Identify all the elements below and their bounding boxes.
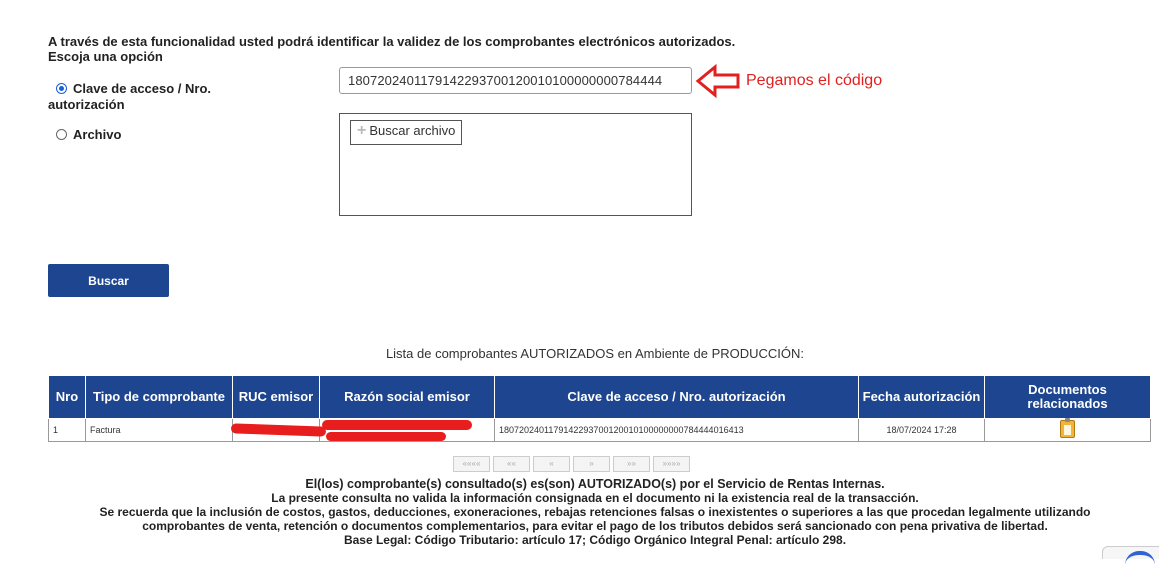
note-sancion-line2: comprobantes de venta, retención o documentos complementarios, para evitar el pago de los tributos debidos será sancionado con pena privativa de libertad. [142, 519, 1048, 533]
header-fecha-autorizacion: Fecha autorización [859, 376, 985, 419]
intro-choose-option: Escoja una opción [48, 49, 163, 64]
header-ruc-emisor: RUC emisor [233, 376, 320, 419]
table-row [49, 419, 1151, 442]
header-razon-social: Razón social emisor [320, 376, 495, 419]
note-base-legal: Base Legal: Código Tributario: artículo 17; Código Orgánico Integral Penal: artículo 298. [343, 533, 847, 547]
legal-notes [0, 477, 1159, 547]
results-table [48, 375, 1151, 442]
header-tipo-comprobante: Tipo de comprobante [86, 376, 233, 419]
note-autorizado: El(los) comprobante(s) consultado(s) es(son) AUTORIZADO(s) por el Servicio de Rentas Internas. [305, 477, 885, 491]
cell-razon-social-redacted [320, 419, 495, 442]
option-clave-label: Clave de acceso / Nro. [73, 81, 212, 96]
header-nro: Nro [49, 376, 86, 419]
pager-next-block-button[interactable]: »» [613, 456, 650, 472]
option-clave-label-line2: autorización [48, 97, 125, 112]
intro-text [48, 34, 735, 64]
option-archivo-label: Archivo [73, 127, 122, 142]
radio-unselected-icon[interactable] [56, 129, 67, 140]
pager-prev-button[interactable]: « [533, 456, 570, 472]
clave-acceso-input[interactable] [339, 67, 692, 94]
pagination [453, 456, 690, 472]
header-documentos-relacionados: Documentos relacionados [985, 376, 1151, 419]
annotation-text: Pegamos el código [746, 72, 883, 89]
file-upload-box[interactable] [339, 113, 692, 216]
pager-prev-block-button[interactable]: «« [493, 456, 530, 472]
buscar-archivo-button[interactable] [350, 120, 462, 145]
redaction-mark [231, 423, 326, 436]
recaptcha-badge[interactable] [1102, 546, 1159, 559]
cell-clave-acceso: 1807202401179142293700120010100000000784444016413 [495, 419, 859, 442]
buscar-button[interactable]: Buscar [48, 264, 169, 297]
red-arrow-left-icon [695, 64, 741, 98]
buscar-archivo-label: Buscar archivo [369, 123, 456, 138]
cell-nro: 1 [49, 419, 86, 442]
pager-next-button[interactable]: » [573, 456, 610, 472]
redaction-mark [326, 432, 446, 441]
option-clave-acceso[interactable] [56, 81, 211, 96]
radio-selected-icon[interactable] [56, 83, 67, 94]
cell-ruc-redacted [233, 419, 320, 442]
cell-tipo: Factura [86, 419, 233, 442]
clipboard-icon[interactable] [1060, 420, 1075, 438]
pager-last-button[interactable]: »»»» [653, 456, 690, 472]
note-no-valida: La presente consulta no valida la información consignada en el documento ni la existencia real de la transacción. [271, 491, 919, 505]
option-archivo[interactable] [56, 127, 121, 142]
table-header-row [49, 376, 1151, 419]
plus-icon: + [357, 122, 367, 139]
header-clave-acceso: Clave de acceso / Nro. autorización [495, 376, 859, 419]
cell-fecha: 18/07/2024 17:28 [859, 419, 985, 442]
note-sancion-line1: Se recuerda que la inclusión de costos, gastos, deducciones, exoneraciones, rebajas retenciones falsas o inexistentes o superiores a las que procedan legalmente utilizando [99, 505, 1091, 519]
intro-description: A través de esta funcionalidad usted podrá identificar la validez de los comprobantes electrónicos autorizados. [48, 34, 736, 49]
redaction-mark [322, 420, 472, 430]
results-list-title: Lista de comprobantes AUTORIZADOS en Ambiente de PRODUCCIÓN: [385, 346, 805, 361]
cell-documentos [985, 419, 1151, 442]
pager-first-button[interactable]: «««« [453, 456, 490, 472]
